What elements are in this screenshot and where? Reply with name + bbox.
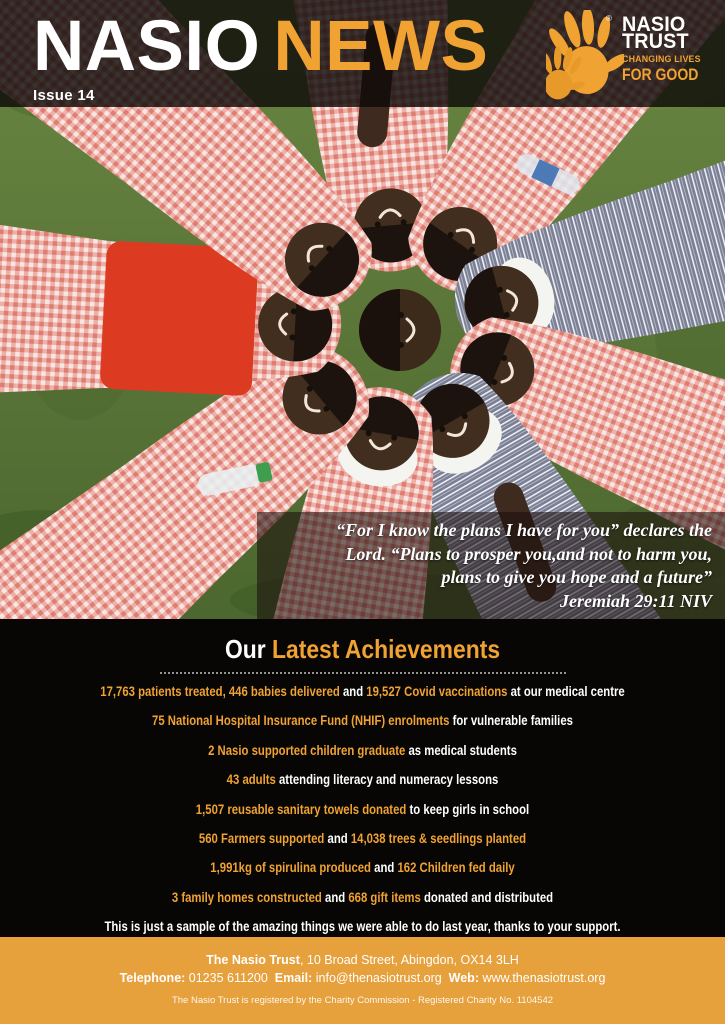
text-segment: attending literacy and numeracy lessons bbox=[275, 772, 499, 788]
achievements-section bbox=[0, 619, 725, 937]
text-segment: The Nasio Trust bbox=[206, 953, 300, 967]
dotted-divider bbox=[160, 672, 566, 674]
text-segment: as medical students bbox=[405, 742, 517, 758]
text-segment: 19,527 Covid vaccinations bbox=[366, 684, 508, 699]
achievements-title-latest: Latest Achievements bbox=[271, 634, 501, 664]
title-nasio: NASIO bbox=[33, 7, 261, 86]
achievements-list bbox=[0, 677, 725, 942]
text-segment: Web: bbox=[448, 971, 483, 985]
text-segment: 3 family homes constructed bbox=[171, 889, 322, 905]
achievement-line bbox=[58, 824, 667, 853]
achievement-line bbox=[58, 853, 667, 882]
text-segment: 17,763 patients treated, 446 babies delivered bbox=[100, 684, 340, 699]
achievement-line bbox=[58, 736, 667, 765]
text-segment: and bbox=[370, 860, 398, 876]
masthead bbox=[33, 7, 489, 105]
text-segment: 14,038 trees & seedlings planted bbox=[350, 831, 527, 847]
logo-tagline-line1: CHANGING LIVES bbox=[622, 54, 701, 65]
logo-tagline-line2: FOR GOOD bbox=[622, 66, 699, 84]
charity-registration-line: The Nasio Trust is registered by the Charity Commission - Registered Charity No. 1104542 bbox=[171, 995, 554, 1006]
achievement-line bbox=[58, 765, 667, 794]
text-segment: to keep girls in school bbox=[406, 801, 530, 817]
quote-line: Lord. “Plans to prosper you,and not to harm you, bbox=[345, 543, 712, 564]
text-segment: 75 National Hospital Insurance Fund (NHIF) enrolments bbox=[152, 713, 450, 729]
text-segment: Email: bbox=[274, 971, 316, 985]
text-segment: 1,991kg of spirulina produced bbox=[210, 860, 371, 876]
logo-wordmark bbox=[622, 13, 712, 85]
achievement-line bbox=[58, 706, 667, 735]
logo-name-line2: TRUST bbox=[622, 29, 689, 53]
footer bbox=[0, 937, 725, 1024]
text-segment: info@thenasiotrust.org bbox=[315, 971, 449, 985]
text-segment: 560 Farmers supported bbox=[198, 831, 325, 847]
scripture-quote bbox=[257, 512, 725, 619]
achievement-line bbox=[58, 883, 667, 912]
title-news: NEWS bbox=[273, 7, 489, 86]
quote-line: Jeremiah 29:11 NIV bbox=[559, 590, 712, 611]
text-segment: donated and distributed bbox=[420, 889, 554, 905]
achievement-line bbox=[58, 677, 667, 706]
nasio-trust-logo bbox=[546, 10, 718, 106]
text-segment: 162 Children fed daily bbox=[397, 860, 515, 876]
achievement-line bbox=[58, 795, 667, 824]
footer-contact-line bbox=[0, 969, 725, 987]
text-segment: 43 adults bbox=[226, 772, 276, 788]
achievements-title-our: Our bbox=[224, 634, 272, 664]
text-segment: and bbox=[321, 889, 349, 905]
achievements-title bbox=[44, 634, 682, 665]
newsletter-title bbox=[33, 7, 489, 86]
text-segment: at our medical centre bbox=[507, 684, 625, 699]
text-segment: and bbox=[339, 684, 367, 699]
text-segment: and bbox=[324, 831, 351, 847]
handprint-logo-icon bbox=[546, 10, 624, 106]
text-segment: 1,507 reusable sanitary towels donated bbox=[195, 801, 407, 817]
quote-line: “For I know the plans I have for you” declares the bbox=[335, 520, 712, 540]
center-child-head bbox=[359, 289, 441, 371]
text-segment: 668 gift items bbox=[348, 889, 421, 905]
footer-address-line bbox=[0, 951, 725, 969]
logo-name-line1: NASIO bbox=[622, 13, 686, 36]
text-segment: 01235 611200 bbox=[188, 971, 275, 985]
text-segment: Telephone: bbox=[119, 971, 189, 985]
text-segment: 2 Nasio supported children graduate bbox=[208, 742, 406, 758]
text-segment: www.thenasiotrust.org bbox=[482, 971, 606, 985]
issue-label: Issue 14 bbox=[33, 87, 95, 105]
quote-line: plans to give you hope and a future” bbox=[441, 567, 712, 587]
text-segment: , 10 Broad Street, Abingdon, OX14 3LH bbox=[299, 953, 519, 967]
text-segment: This is just a sample of the amazing things we were able to do last year, thanks to your support. bbox=[104, 919, 621, 935]
registered-trademark: ® bbox=[606, 14, 612, 23]
text-segment: for vulnerable families bbox=[449, 713, 573, 729]
